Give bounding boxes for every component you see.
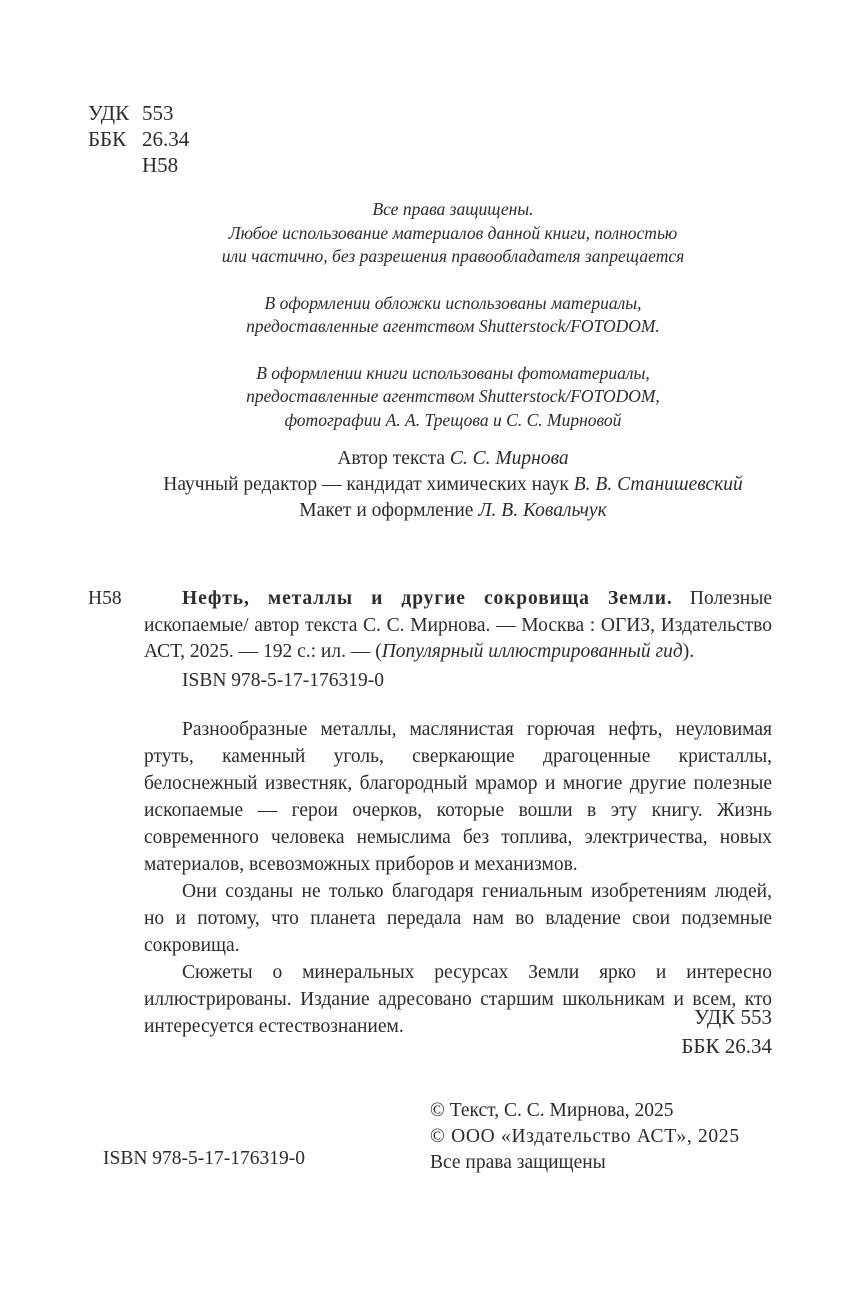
isbn-bottom: ISBN 978-5-17-176319-0 xyxy=(103,1148,306,1169)
udk-bottom: УДК 553 xyxy=(694,1005,772,1029)
credit-design xyxy=(103,498,803,524)
photo-credit-line: фотографии А. А. Трещова и С. С. Мирновой xyxy=(284,409,622,430)
credit-editor-name: В. В. Станишевский xyxy=(573,474,743,495)
photo-credit-line: В оформлении книги использованы фотоматериалы, xyxy=(256,362,650,383)
cover-credit-line: В оформлении обложки использованы материалы, xyxy=(264,292,642,313)
cover-credit-notice xyxy=(103,292,803,339)
book-title: Нефть, металлы и другие сокровища Земли. xyxy=(182,588,673,609)
bbk-row-top xyxy=(88,126,189,152)
credit-design-name: Л. В. Ковальчук xyxy=(478,500,607,521)
photo-credit-notice xyxy=(103,362,803,433)
classification-marks-bottom xyxy=(472,1003,772,1061)
credit-editor xyxy=(103,472,803,498)
credit-design-label: Макет и оформление xyxy=(299,500,479,521)
book-annotation xyxy=(144,716,772,1040)
legal-notices xyxy=(103,198,803,432)
copyright-text: © Текст, С. С. Мирнова, 2025 xyxy=(430,1100,674,1121)
credit-author-label: Автор текста xyxy=(337,448,450,469)
cutter-row-top xyxy=(88,152,189,178)
annotation-paragraph: Сюжеты о минеральных ресурсах Земли ярко и интересно иллюстрированы. Издание адресовано старшим школьникам и всем, кто интересуется естествознанием. xyxy=(144,962,772,1037)
bibliographic-record xyxy=(88,586,772,694)
copyright-rights: Все права защищены xyxy=(430,1152,606,1173)
production-credits xyxy=(103,446,803,524)
series-name: Популярный иллюстрированный гид xyxy=(381,641,683,662)
bibliographic-record-body xyxy=(144,586,772,694)
cutter-code-record: Н58 xyxy=(88,588,122,609)
copyright-block xyxy=(430,1098,740,1176)
isbn-record: ISBN 978-5-17-176319-0 xyxy=(182,669,385,691)
classification-marks-top xyxy=(88,100,189,178)
copyright-publisher: © ООО «Издательство АСТ», 2025 xyxy=(430,1126,740,1147)
credit-author-name: С. С. Мирнова xyxy=(449,448,569,469)
rights-notice xyxy=(103,198,803,269)
credit-author xyxy=(103,446,803,472)
bibliographic-description xyxy=(144,586,772,666)
photo-credit-line: предоставленные агентством Shutterstock/FOTODOM, xyxy=(246,386,660,406)
bbk-value: 26.34 xyxy=(142,127,190,151)
udk-value: 553 xyxy=(142,101,174,125)
series-open-paren: ( xyxy=(375,641,382,662)
cover-credit-line: предоставленные агентством Shutterstock/FOTODOM. xyxy=(246,316,660,336)
udk-label: УДК xyxy=(88,101,130,125)
bbk-label: ББК xyxy=(88,127,127,151)
cutter-code-top: Н58 xyxy=(142,153,179,177)
annotation-paragraph: Разнообразные металлы, маслянистая горючая нефть, неуловимая ртуть, каменный уголь, сверкающие драгоценные кристаллы, белоснежный известняк, благородный мрамор и многие другие полезные ископаемые — герои очерков, которые вошли в эту книгу. Жизнь современного человека немыслима без топлива, электричества, новых материалов, всевозможных приборов и механизмов. xyxy=(144,719,772,875)
credit-editor-label: Научный редактор — кандидат химических наук xyxy=(163,474,574,495)
annotation-paragraph: Они созданы не только благодаря гениальным изобретениям людей, но и потому, что планета передала нам во владение свои подземные сокровища. xyxy=(144,881,772,956)
udk-row-top xyxy=(88,100,189,126)
rights-notice-line: Все права защищены. xyxy=(372,199,534,219)
rights-notice-line: или частично, без разрешения правообладателя запрещается xyxy=(221,246,685,266)
book-description: Полезные ископаемые/ автор текста С. С. Мирнова. — Москва : ОГИЗ, Издательство АСТ, 2025. — 192 с.: ил. — xyxy=(144,588,772,662)
bbk-bottom: ББК 26.34 xyxy=(681,1034,772,1058)
series-close-paren: ). xyxy=(682,641,695,662)
rights-notice-line: Любое использование материалов данной книги, полностью xyxy=(228,222,678,243)
